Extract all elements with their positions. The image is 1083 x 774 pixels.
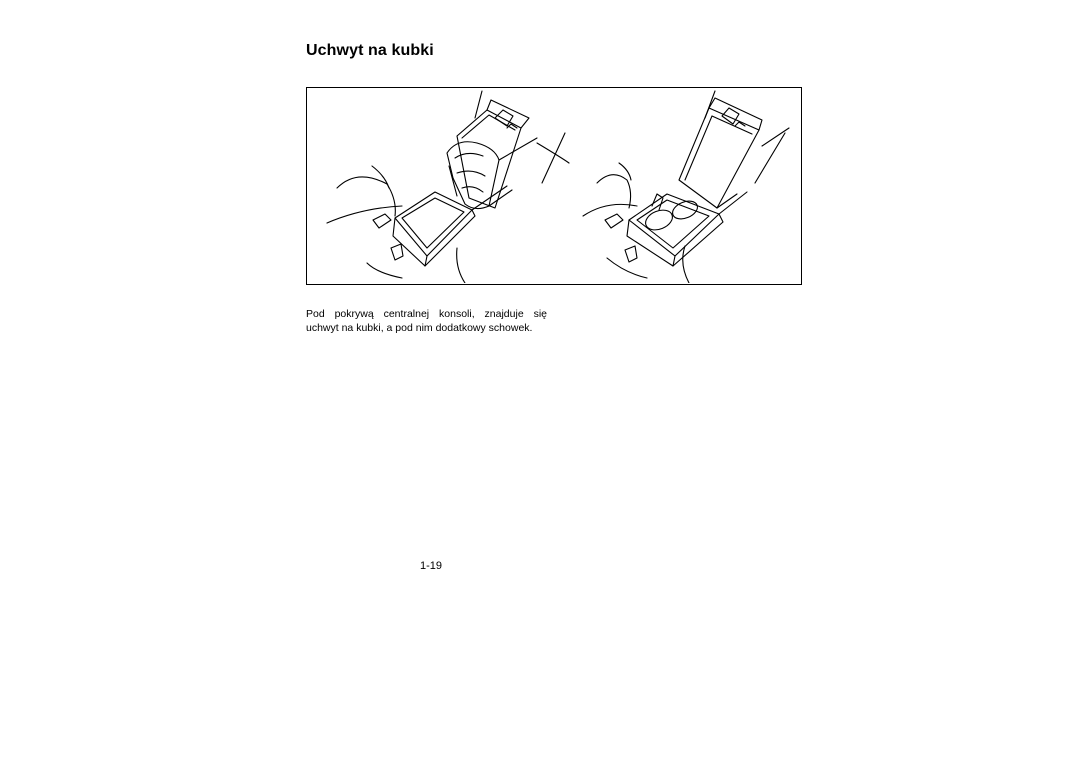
description-paragraph [306,308,547,335]
console-cup-holder-illustration [583,91,789,283]
page-title: Uchwyt na kubki [306,42,434,59]
console-storage-compartment-illustration [327,91,569,283]
description-line-2: uchwyt na kubki, a pod nim dodatkowy schowek. [306,321,533,334]
console-illustration-frame [306,87,802,285]
description-line-1: Pod pokrywą centralnej konsoli, znajduje się [306,308,547,320]
page-number: 1-19 [420,560,443,572]
